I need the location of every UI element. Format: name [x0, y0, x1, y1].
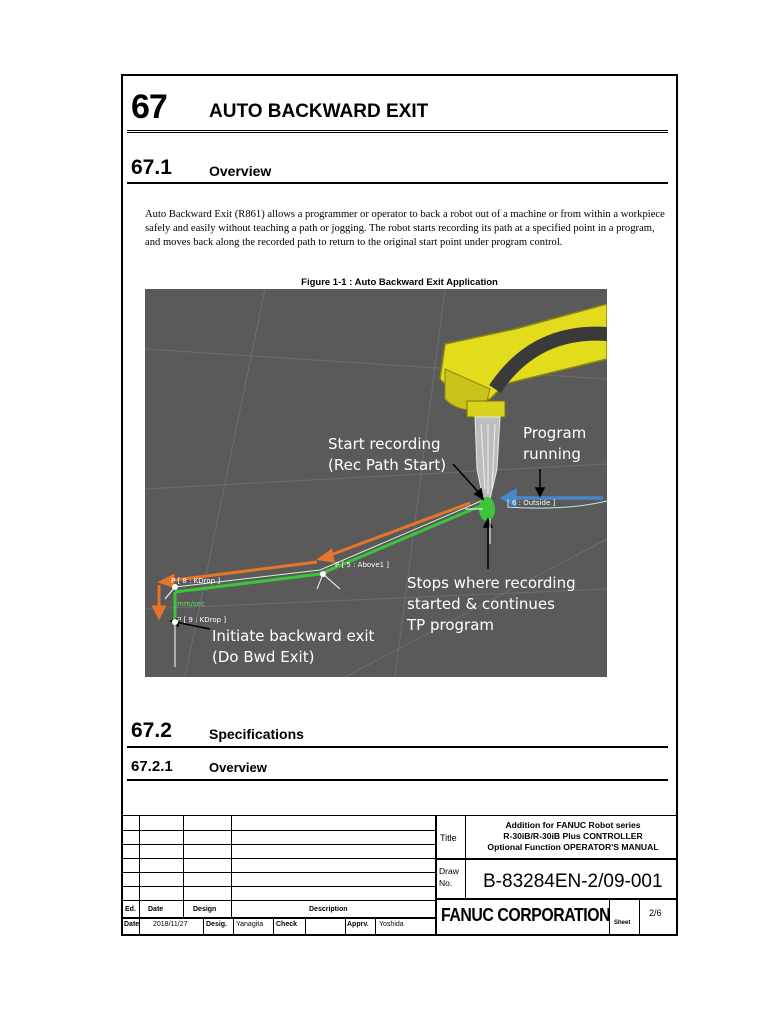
section-number: 67.1 [131, 156, 172, 179]
section-title: Specifications [209, 726, 304, 742]
overview-paragraph: Auto Backward Exit (R861) allows a programmer or operator to back a robot out of a machine or from within a workpiece safely and easily without teaching a path or jogging. The robot starts recording its path at a specified point in a program, and moves back along the recorded path to return to the original start point under program control. [145, 209, 665, 248]
drawing-number: B-83284EN-2/09-001 [483, 871, 663, 892]
figure-robot-path [145, 289, 607, 677]
title-block [123, 815, 676, 934]
label-outside: [ 6 : Outside ] [507, 499, 556, 507]
row-date-value: 2018/11/27 [153, 921, 188, 928]
header-ed: Ed. [125, 906, 136, 913]
label-start-recording: Start recording (Rec Path Start) [328, 435, 447, 474]
figure-caption: Figure 1-1 : Auto Backward Exit Application [301, 277, 498, 288]
title-label: Title [440, 833, 457, 843]
row-desig-value: Yanagita [236, 921, 264, 928]
header-design: Design [193, 906, 217, 913]
label-stops: Stops where recording started & continues TP program [407, 574, 576, 634]
label-initiate-backward-exit: Initiate backward exit (Do Bwd Exit) [212, 627, 375, 666]
row-check-label: Check [276, 921, 298, 928]
document-title: Addition for FANUC Robot series R-30iB/R-30iB Plus CONTROLLER Optional Function OPERATOR'S MANUAL [487, 820, 659, 852]
chapter-header [127, 88, 668, 133]
label-p-above: P [ 5 : Above1 ] [335, 561, 390, 569]
draw-label: Draw [439, 866, 459, 876]
chapter-number: 67 [131, 88, 167, 126]
header-description: Description [309, 906, 348, 913]
document-sheet [121, 74, 678, 936]
label-speed: mm/sec [177, 600, 205, 608]
robot-arm-icon [440, 304, 607, 499]
header-date: Date [148, 906, 164, 913]
label-program-running: Program running [523, 424, 587, 463]
row-desig-label: Desig. [206, 921, 228, 928]
chapter-title: AUTO BACKWARD EXIT [209, 101, 429, 122]
section-header-67-1 [127, 154, 668, 184]
section-header-67-2-1 [127, 756, 668, 781]
label-p-kdrop-top: P [ 8 : KDrop ] [171, 577, 221, 585]
row-apprv-label: Apprv. [347, 921, 369, 928]
sheet-label: Sheet [614, 920, 631, 926]
section-number: 67.2.1 [131, 758, 173, 775]
row-date-label: Date [124, 921, 140, 928]
sheet-value: 2/6 [649, 908, 662, 918]
no-label: No. [439, 878, 453, 888]
section-header-67-2 [127, 716, 668, 748]
label-p-kdrop: P [ 9 : KDrop ] [177, 616, 227, 624]
company-name: FANUC CORPORATION [441, 905, 611, 925]
section-number: 67.2 [131, 719, 172, 742]
row-apprv-value: Yoshida [379, 921, 404, 928]
section-title: Overview [209, 760, 267, 775]
section-title: Overview [209, 163, 272, 179]
